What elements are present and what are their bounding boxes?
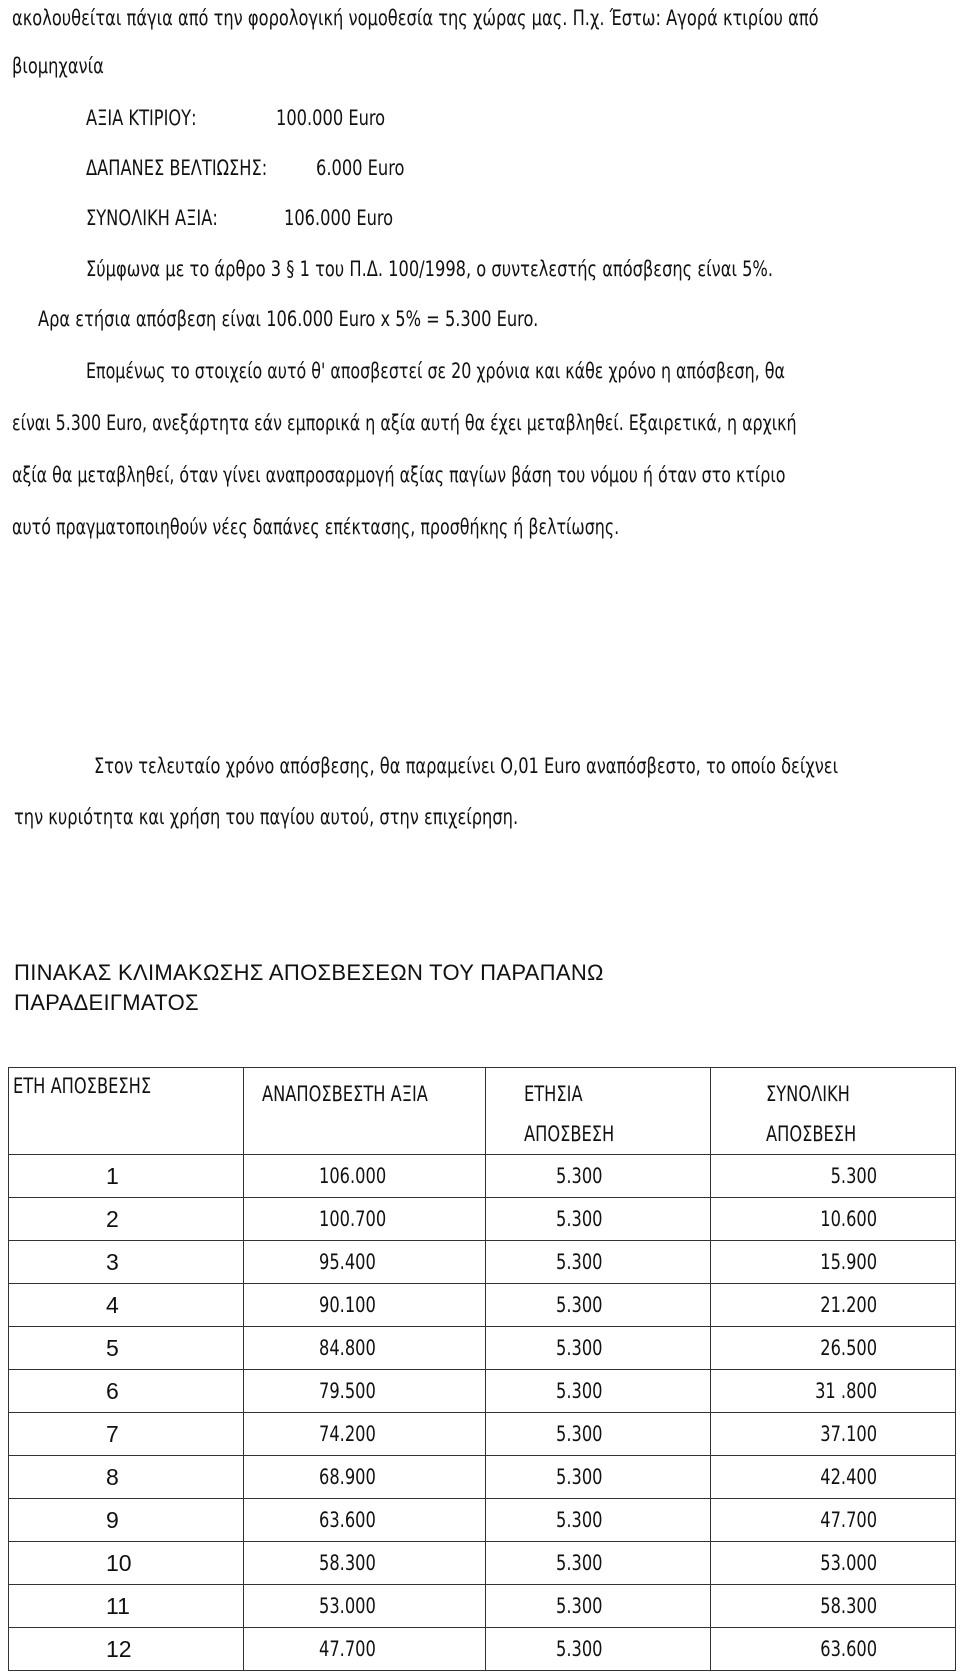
explanation-line-5: αξία θα μεταβληθεί, όταν γίνει αναπροσαρμογή αξίας παγίων βάση του νόμου ή όταν στο κτίριο [12,463,786,487]
table-heading-line-2: ΠΑΡΑΔΕΙΓΜΑΤΟΣ [14,990,199,1015]
annual-depreciation-cell: 5.300 [486,1370,711,1413]
total-depreciation-cell: 58.300 [711,1585,956,1628]
remaining-value-cell: 100.700 [244,1198,486,1241]
table-row [9,1456,956,1499]
year-cell: 8 [9,1456,244,1499]
table-row [9,1542,956,1585]
year-cell: 6 [9,1370,244,1413]
building-value-amount: 100.000 Euro [276,106,386,130]
table-row [9,1499,956,1542]
header-remaining-value: ΑΝΑΠΟΣΒΕΣΤΗ ΑΞΙΑ [244,1068,486,1155]
year-cell: 1 [9,1155,244,1198]
annual-depreciation-cell: 5.300 [486,1284,711,1327]
remaining-value-cell: 79.500 [244,1370,486,1413]
table-row [9,1155,956,1198]
total-depreciation-cell: 21.200 [711,1284,956,1327]
remaining-value-cell: 53.000 [244,1585,486,1628]
final-note-line-1: Στον τελευταίο χρόνο απόσβεσης, θα παραμείνει Ο,01 Euro αναπόσβεστο, το οποίο δείχνει [94,754,839,778]
depreciation-table [8,1067,956,1671]
annual-depreciation-cell: 5.300 [486,1241,711,1284]
intro-line-1: ακολουθείται πάγια από την φορολογική νομοθεσία της χώρας μας. Π.χ. Έστω: Αγορά κτιρίου από [12,6,819,30]
remaining-value-cell: 90.100 [244,1284,486,1327]
year-cell: 11 [9,1585,244,1628]
table-row [9,1370,956,1413]
intro-line-2: βιομηχανία [12,54,104,78]
improvements-amount: 6.000 Euro [316,156,405,180]
explanation-line-3: Επομένως το στοιχείο αυτό θ' αποσβεστεί σε 20 χρόνια και κάθε χρόνο η απόσβεση, θα [86,359,785,383]
table-row [9,1327,956,1370]
total-depreciation-cell: 26.500 [711,1327,956,1370]
explanation-line-6: αυτό πραγματοποιηθούν νέες δαπάνες επέκτασης, προσθήκης ή βελτίωσης. [12,515,620,539]
total-depreciation-cell: 5.300 [711,1155,956,1198]
table-row [9,1284,956,1327]
year-cell: 12 [9,1628,244,1671]
year-cell: 9 [9,1499,244,1542]
annual-depreciation-cell: 5.300 [486,1499,711,1542]
annual-depreciation-cell: 5.300 [486,1585,711,1628]
year-cell: 2 [9,1198,244,1241]
remaining-value-cell: 74.200 [244,1413,486,1456]
year-cell: 3 [9,1241,244,1284]
total-depreciation-cell: 47.700 [711,1499,956,1542]
total-value-label: ΣΥΝΟΛΙΚΗ ΑΞΙΑ: [86,206,218,230]
explanation-line-1: Σύμφωνα με το άρθρο 3 § 1 του Π.Δ. 100/1998, ο συντελεστής απόσβεσης είναι 5%. [86,257,774,281]
remaining-value-cell: 63.600 [244,1499,486,1542]
annual-depreciation-cell: 5.300 [486,1628,711,1671]
table-row [9,1198,956,1241]
annual-depreciation-cell: 5.300 [486,1542,711,1585]
year-cell: 10 [9,1542,244,1585]
remaining-value-cell: 68.900 [244,1456,486,1499]
building-value-label: ΑΞΙΑ ΚΤΙΡΙΟΥ: [86,106,197,130]
header-years: ΕΤΗ ΑΠΟΣΒΕΣΗΣ [9,1068,244,1155]
table-header-row [9,1068,956,1155]
header-annual-depreciation: ΕΤΗΣΙΑ ΑΠΟΣΒΕΣΗ [486,1068,711,1155]
annual-depreciation-cell: 5.300 [486,1413,711,1456]
annual-depreciation-cell: 5.300 [486,1327,711,1370]
year-cell: 7 [9,1413,244,1456]
total-depreciation-cell: 63.600 [711,1628,956,1671]
explanation-line-2: Αρα ετήσια απόσβεση είναι 106.000 Euro x 5% = 5.300 Euro. [38,307,539,331]
final-note-line-2: την κυριότητα και χρήση του παγίου αυτού, στην επιχείρηση. [14,805,519,829]
total-depreciation-cell: 15.900 [711,1241,956,1284]
table-body [9,1155,956,1671]
remaining-value-cell: 106.000 [244,1155,486,1198]
explanation-line-4: είναι 5.300 Euro, ανεξάρτητα εάν εμπορικά η αξία αυτή θα έχει μεταβληθεί. Εξαιρετικά, η αρχική [12,411,797,435]
annual-depreciation-cell: 5.300 [486,1155,711,1198]
remaining-value-cell: 84.800 [244,1327,486,1370]
remaining-value-cell: 95.400 [244,1241,486,1284]
total-depreciation-cell: 31 .800 [711,1370,956,1413]
total-depreciation-cell: 10.600 [711,1198,956,1241]
year-cell: 4 [9,1284,244,1327]
annual-depreciation-cell: 5.300 [486,1456,711,1499]
remaining-value-cell: 58.300 [244,1542,486,1585]
year-cell: 5 [9,1327,244,1370]
total-depreciation-cell: 42.400 [711,1456,956,1499]
table-row [9,1585,956,1628]
table-heading-line-1: ΠΙΝΑΚΑΣ ΚΛΙΜΑΚΩΣΗΣ ΑΠΟΣΒΕΣΕΩΝ ΤΟΥ ΠΑΡΑΠΑΝΩ [14,960,604,985]
annual-depreciation-cell: 5.300 [486,1198,711,1241]
total-depreciation-cell: 53.000 [711,1542,956,1585]
table-row [9,1628,956,1671]
table-row [9,1413,956,1456]
total-value-amount: 106.000 Euro [284,206,394,230]
header-total-depreciation: ΣΥΝΟΛΙΚΗ ΑΠΟΣΒΕΣΗ [711,1068,956,1155]
total-depreciation-cell: 37.100 [711,1413,956,1456]
table-row [9,1241,956,1284]
improvements-label: ΔΑΠΑΝΕΣ ΒΕΛΤΙΩΣΗΣ: [86,156,268,180]
table-heading [14,958,604,1018]
remaining-value-cell: 47.700 [244,1628,486,1671]
